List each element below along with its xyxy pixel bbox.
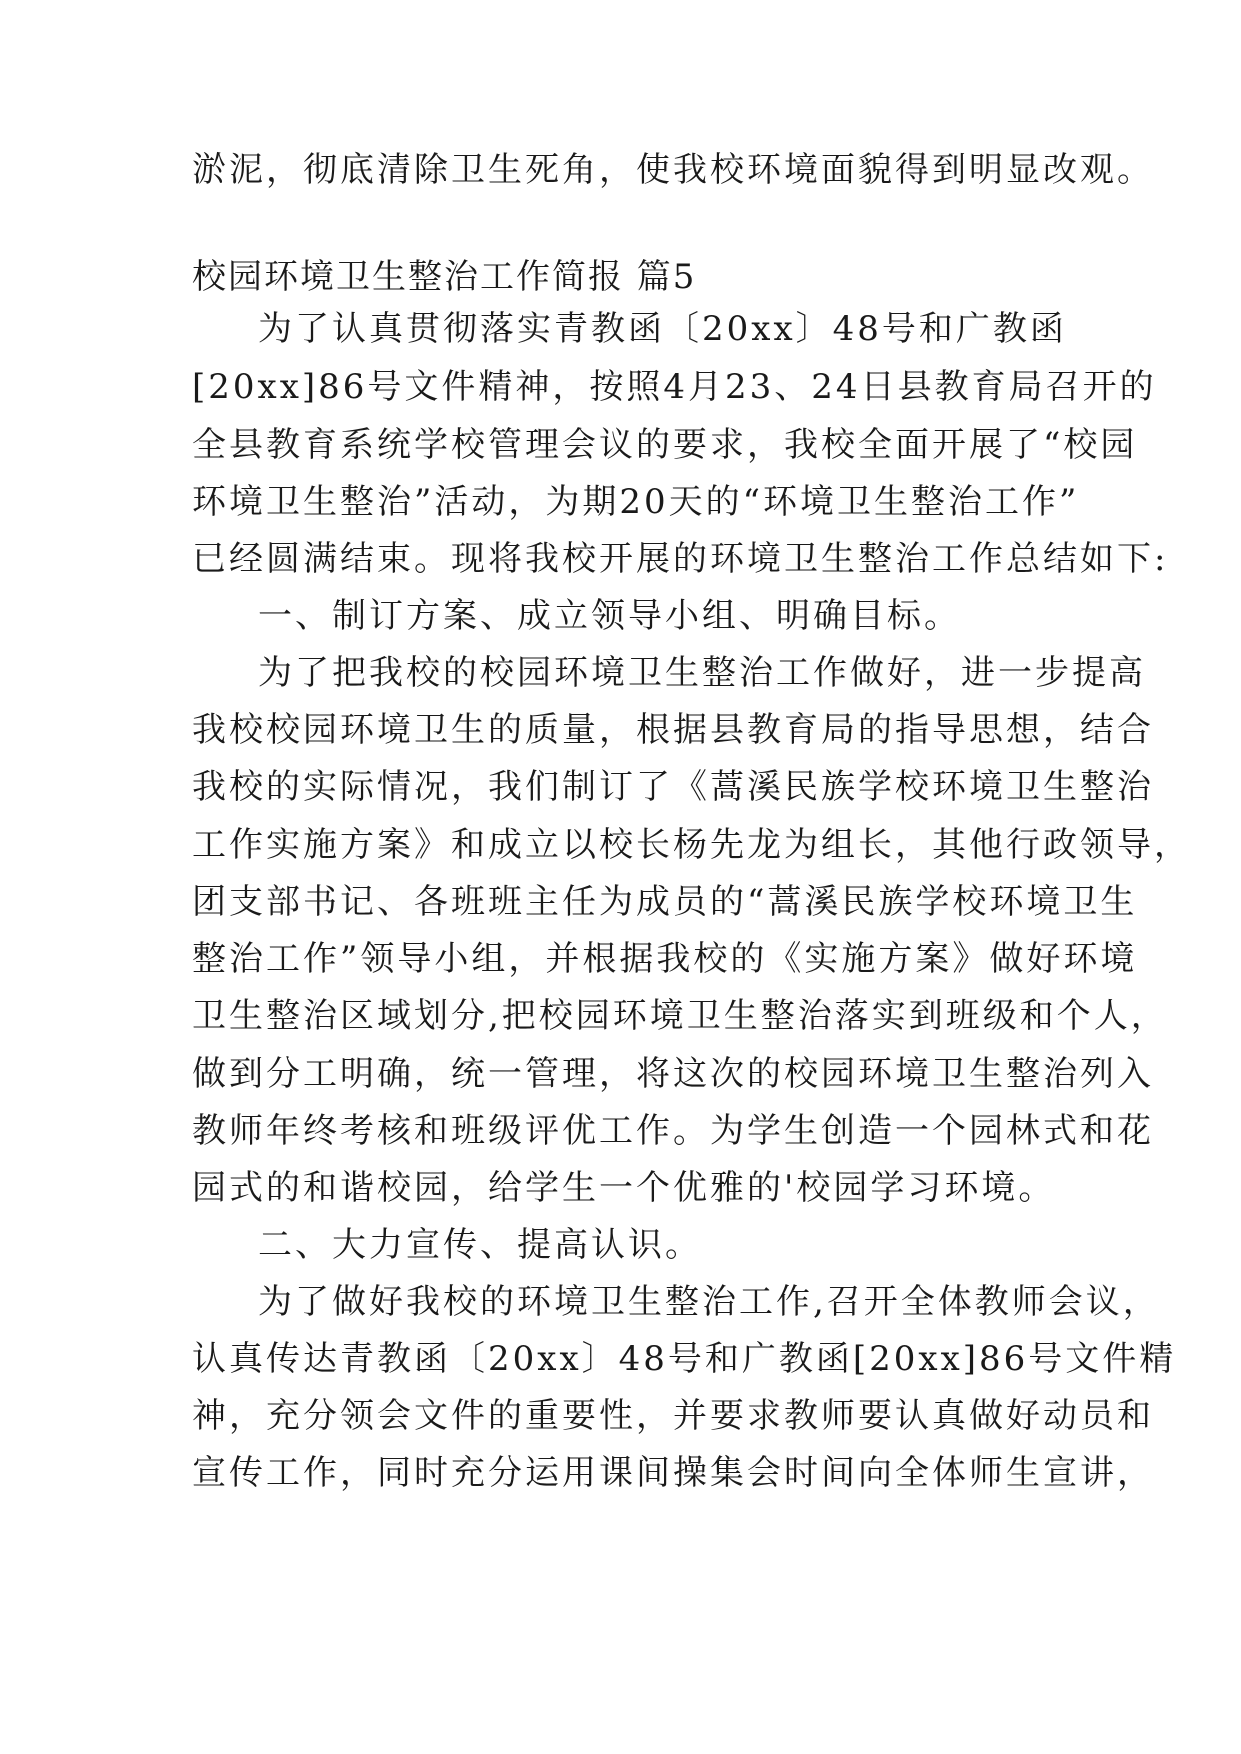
paragraph-line: 做到分工明确，统一管理，将这次的校园环境卫生整治列入: [192, 1054, 1154, 1094]
paragraph-line: 认真传达青教函〔20xx〕48号和广教函[20xx]86号文件精: [192, 1339, 1177, 1379]
paragraph-line: 神，充分领会文件的重要性，并要求教师要认真做好动员和: [192, 1396, 1154, 1436]
subheading-line: 二、大力宣传、提高认识。: [258, 1225, 702, 1265]
paragraph-line: 环境卫生整治”活动，为期20天的“环境卫生整治工作”: [192, 482, 1080, 522]
paragraph-line: 园式的和谐校园，给学生一个优雅的'校园学习环境。: [192, 1168, 1056, 1208]
subheading-line: 一、制订方案、成立领导小组、明确目标。: [258, 596, 961, 636]
paragraph-line: 宣传工作，同时充分运用课间操集会时间向全体师生宣讲，: [192, 1453, 1154, 1493]
paragraph-line: 教师年终考核和班级评优工作。为学生创造一个园林式和花: [192, 1111, 1154, 1151]
paragraph-line: 已经圆满结束。现将我校开展的环境卫生整治工作总结如下:: [192, 539, 1169, 579]
paragraph-line: 工作实施方案》和成立以校长杨先龙为组长，其他行政领导，: [192, 825, 1191, 865]
paragraph-line: 为了把我校的校园环境卫生整治工作做好，进一步提高: [258, 653, 1146, 693]
paragraph-line: 整治工作”领导小组，并根据我校的《实施方案》做好环境: [192, 939, 1138, 979]
paragraph-line: 为了认真贯彻落实青教函〔20xx〕48号和广教函: [258, 309, 1067, 349]
paragraph-line: 团支部书记、各班班主任为成员的“蒿溪民族学校环境卫生: [192, 882, 1138, 922]
paragraph-line: 为了做好我校的环境卫生整治工作,召开全体教师会议，: [258, 1282, 1160, 1322]
paragraph-line: 淤泥，彻底清除卫生死角，使我校环境面貌得到明显改观。: [192, 150, 1154, 190]
paragraph-line: 卫生整治区域划分,把校园环境卫生整治落实到班级和个人，: [192, 996, 1168, 1036]
paragraph-line: 全县教育系统学校管理会议的要求，我校全面开展了“校园: [192, 425, 1138, 465]
paragraph-line: [20xx]86号文件精神，按照4月23、24日县教育局召开的: [192, 367, 1157, 407]
section-heading: 校园环境卫生整治工作简报 篇5: [192, 257, 697, 297]
paragraph-line: 我校校园环境卫生的质量，根据县教育局的指导思想，结合: [192, 710, 1154, 750]
paragraph-line: 我校的实际情况，我们制订了《蒿溪民族学校环境卫生整治: [192, 767, 1154, 807]
